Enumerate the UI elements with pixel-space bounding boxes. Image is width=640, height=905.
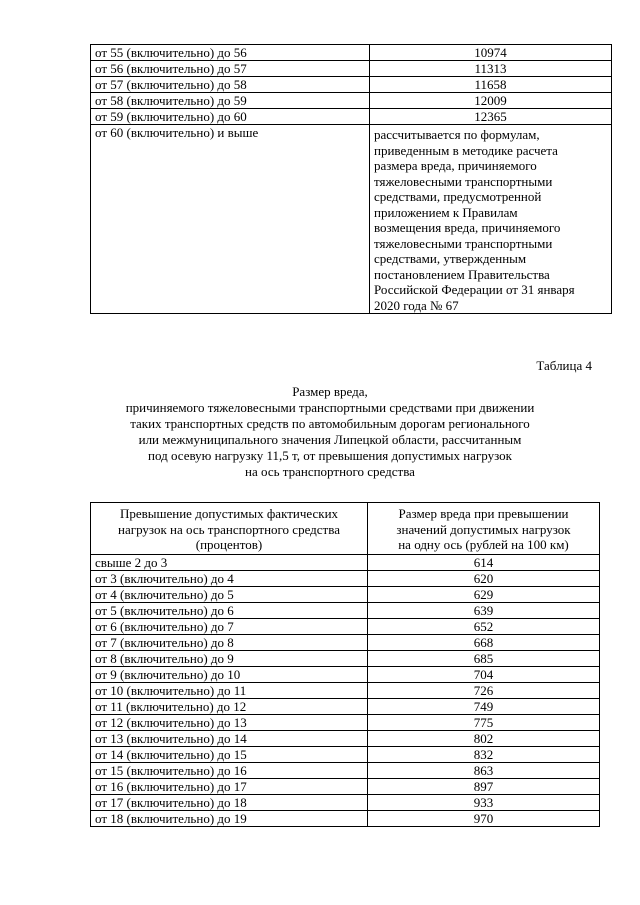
value-cell: 832 xyxy=(368,746,600,762)
value-cell: 12365 xyxy=(370,109,612,125)
title-line: на ось транспортного средства xyxy=(245,464,415,479)
table-row xyxy=(91,746,600,762)
note-line: приведенным в методике расчета xyxy=(374,142,558,158)
note-line: тяжеловесными транспортными xyxy=(374,173,553,189)
header-line: Размер вреда при превышении xyxy=(398,506,569,521)
damage-table xyxy=(90,502,600,827)
header-line: значений допустимых нагрузок xyxy=(396,521,571,537)
value-cell: 620 xyxy=(368,570,600,586)
note-line: размера вреда, причиняемого xyxy=(374,158,537,173)
value-cell: 863 xyxy=(368,762,600,778)
table-row xyxy=(91,634,600,650)
table-row xyxy=(91,810,600,826)
tariff-table-continued xyxy=(90,44,612,314)
range-cell: от 57 (включительно) до 58 xyxy=(91,77,370,93)
table-row xyxy=(91,93,612,109)
title-line: таких транспортных средств по автомобильным дорогам регионального xyxy=(130,416,530,431)
table-row xyxy=(91,666,600,682)
note-line: приложением к Правилам xyxy=(374,204,518,220)
column-header-damage xyxy=(368,503,600,555)
range-cell: от 13 (включительно) до 14 xyxy=(91,730,368,746)
table-row xyxy=(91,730,600,746)
table-title xyxy=(60,384,600,480)
table-row xyxy=(91,794,600,810)
header-line: (процентов) xyxy=(195,537,263,552)
range-cell: от 59 (включительно) до 60 xyxy=(91,109,370,125)
title-line: или межмуниципального значения Липецкой области, рассчитанным xyxy=(138,432,522,447)
table-row xyxy=(91,682,600,698)
formula-note-cell xyxy=(370,125,612,314)
table-row xyxy=(91,762,600,778)
note-line: постановлением Правительства xyxy=(374,266,550,282)
note-line: 2020 года № 67 xyxy=(374,297,459,313)
note-line: средствами, предусмотренной xyxy=(374,189,542,204)
table-header-row xyxy=(91,503,600,555)
column-header-overload xyxy=(91,503,368,555)
value-cell: 629 xyxy=(368,586,600,602)
range-cell: от 7 (включительно) до 8 xyxy=(91,634,368,650)
range-cell: от 12 (включительно) до 13 xyxy=(91,714,368,730)
range-cell: от 60 (включительно) и выше xyxy=(91,125,370,314)
value-cell: 933 xyxy=(368,794,600,810)
table-row xyxy=(91,45,612,61)
value-cell: 639 xyxy=(368,602,600,618)
range-cell: от 5 (включительно) до 6 xyxy=(91,602,368,618)
table-row xyxy=(91,61,612,77)
value-cell: 775 xyxy=(368,714,600,730)
value-cell: 614 xyxy=(368,554,600,570)
value-cell: 802 xyxy=(368,730,600,746)
title-line: Размер вреда, xyxy=(292,384,368,399)
value-cell: 10974 xyxy=(370,45,612,61)
range-cell: от 6 (включительно) до 7 xyxy=(91,618,368,634)
value-cell: 11313 xyxy=(370,61,612,77)
range-cell: от 3 (включительно) до 4 xyxy=(91,570,368,586)
range-cell: от 56 (включительно) до 57 xyxy=(91,61,370,77)
range-cell: от 11 (включительно) до 12 xyxy=(91,698,368,714)
note-line: средствами, утвержденным xyxy=(374,251,527,266)
table-row xyxy=(91,125,612,314)
value-cell: 726 xyxy=(368,682,600,698)
value-cell: 11658 xyxy=(370,77,612,93)
header-line: нагрузок на ось транспортного средства xyxy=(118,521,340,537)
note-line: Российской Федерации от 31 января xyxy=(374,282,575,297)
table-row xyxy=(91,602,600,618)
table-row xyxy=(91,586,600,602)
note-line: тяжеловесными транспортными xyxy=(374,235,553,251)
table-row xyxy=(91,570,600,586)
header-line: на одну ось (рублей на 100 км) xyxy=(398,537,569,552)
title-line: под осевую нагрузку 11,5 т, от превышения допустимых нагрузок xyxy=(148,448,512,463)
table-row xyxy=(91,554,600,570)
range-cell: от 18 (включительно) до 19 xyxy=(91,810,368,826)
value-cell: 652 xyxy=(368,618,600,634)
value-cell: 970 xyxy=(368,810,600,826)
table-row xyxy=(91,77,612,93)
header-line: Превышение допустимых фактических xyxy=(119,506,339,521)
range-cell: от 15 (включительно) до 16 xyxy=(91,762,368,778)
note-line: возмещения вреда, причиняемого xyxy=(374,220,561,235)
value-cell: 12009 xyxy=(370,93,612,109)
table-row xyxy=(91,778,600,794)
table-row xyxy=(91,698,600,714)
value-cell: 897 xyxy=(368,778,600,794)
range-cell: свыше 2 до 3 xyxy=(91,554,368,570)
table-row xyxy=(91,109,612,125)
range-cell: от 17 (включительно) до 18 xyxy=(91,794,368,810)
value-cell: 668 xyxy=(368,634,600,650)
table-row xyxy=(91,618,600,634)
range-cell: от 16 (включительно) до 17 xyxy=(91,778,368,794)
value-cell: 704 xyxy=(368,666,600,682)
range-cell: от 4 (включительно) до 5 xyxy=(91,586,368,602)
range-cell: от 10 (включительно) до 11 xyxy=(91,682,368,698)
value-cell: 685 xyxy=(368,650,600,666)
table-row xyxy=(91,714,600,730)
range-cell: от 55 (включительно) до 56 xyxy=(91,45,370,61)
range-cell: от 9 (включительно) до 10 xyxy=(91,666,368,682)
title-line: причиняемого тяжеловесными транспортными средствами при движении xyxy=(125,400,535,415)
value-cell: 749 xyxy=(368,698,600,714)
table-row xyxy=(91,650,600,666)
range-cell: от 58 (включительно) до 59 xyxy=(91,93,370,109)
range-cell: от 14 (включительно) до 15 xyxy=(91,746,368,762)
note-line: рассчитывается по формулам, xyxy=(374,127,540,142)
range-cell: от 8 (включительно) до 9 xyxy=(91,650,368,666)
table-caption: Таблица 4 xyxy=(536,358,592,373)
